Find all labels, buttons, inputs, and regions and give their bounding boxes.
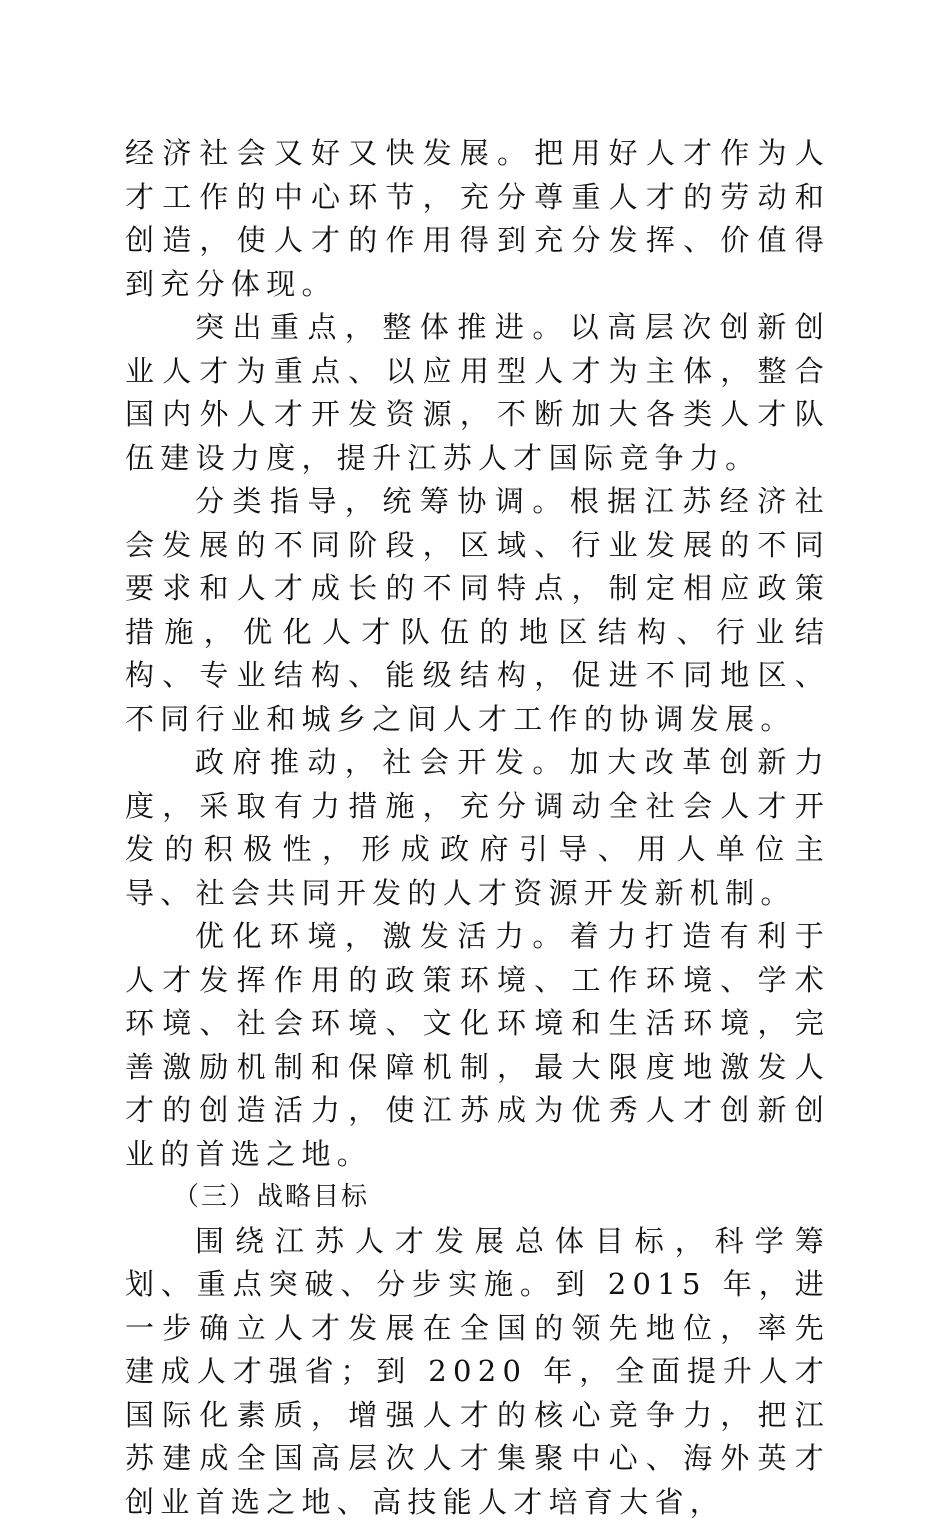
section-heading-strategic-goals: （三）战略目标 [125,1176,830,1220]
paragraph-highlight-focus: 突出重点，整体推进。以高层次创新创业人才为重点、以应用型人才为主体，整合国内外人才开发资源，不断加大各类人才队伍建设力度，提升江苏人才国际竞争力。 [125,306,830,480]
document-body [125,132,830,1524]
paragraph-continuation: 经济社会又好又快发展。把用好人才作为人才工作的中心环节，充分尊重人才的劳动和创造，使人才的作用得到充分发挥、价值得到充分体现。 [125,132,830,306]
paragraph-optimize-environment: 优化环境，激发活力。着力打造有利于人才发挥作用的政策环境、工作环境、学术环境、社会环境、文化环境和生活环境，完善激励机制和保障机制，最大限度地激发人才的创造活力，使江苏成为优秀人才创新创业的首选之地。 [125,915,830,1176]
paragraph-classified-guidance: 分类指导，统筹协调。根据江苏经济社会发展的不同阶段，区域、行业发展的不同要求和人才成长的不同特点，制定相应政策措施，优化人才队伍的地区结构、行业结构、专业结构、能级结构，促进不同地区、不同行业和城乡之间人才工作的协调发展。 [125,480,830,741]
paragraph-government-promotion: 政府推动，社会开发。加大改革创新力度，采取有力措施，充分调动全社会人才开发的积极性，形成政府引导、用人单位主导、社会共同开发的人才资源开发新机制。 [125,741,830,915]
paragraph-strategic-goals: 围绕江苏人才发展总体目标，科学筹划、重点突破、分步实施。到 2015 年，进一步确立人才发展在全国的领先地位，率先建成人才强省；到 2020 年，全面提升人才国际化素质，增强人才的核心竞争力，把江苏建成全国高层次人才集聚中心、海外英才创业首选之地、高技能人才培育大省， [125,1220,830,1524]
